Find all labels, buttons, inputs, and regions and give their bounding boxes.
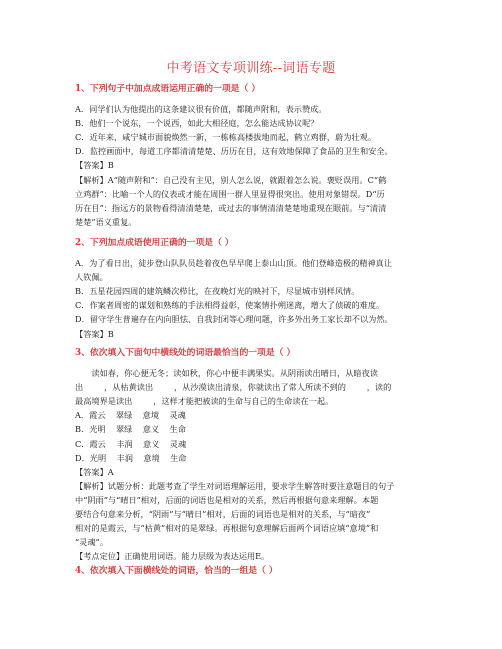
analysis-line: 立鸡群”：比喻一个人的仪表或才能在周围一群人里显得很突出。使用对象错误。D“历 (75, 188, 385, 199)
analysis-line: “灵魂”。 (75, 537, 108, 548)
question-heading: 1、下列句子中加点成语运用正确的一项是（ ） (75, 84, 261, 94)
question-1 (75, 82, 431, 229)
analysis-line: 历在目”：指远方的景物看得清清楚楚，或过去的事情清清楚楚地重现在眼前。与“清清 (75, 202, 387, 213)
passage-line: 最高境界是读出 ，这样才能把被读的生命与自己的生命读在一起。 (75, 396, 334, 407)
option-d: D．监控画面中，每道工序都清清楚楚、历历在目，这有效地保障了食品的卫生和安全。 (75, 146, 393, 157)
question-heading: 2、下列加点成语使用正确的一项是（ ） (75, 238, 234, 248)
option-a: A．同学们认为他提出的这条建议很有价值，都随声附和，表示赞成。 (75, 104, 327, 115)
option-c: C．霞云 丰润 意义 灵魂 (75, 438, 187, 449)
analysis-line: 要结合句意来分析，“阴雨”与“晴日”相对，后面的词语也是相对的关系，与“暗夜” (75, 509, 371, 520)
passage-line: 读如春，你心便无冬；读如秋，你心中便丰满果实。从阴雨读出晴日，从暗夜读 (91, 368, 378, 379)
option-c: C．作案者周密的谋划和熟练的手法相得益彰，使案情扑朔迷离，增大了侦破的难度。 (75, 300, 385, 311)
question-3 (75, 346, 431, 563)
option-c: C．近年来，咸宁城市面貌焕然一新，一栋栋高楼拔地而起，鹤立鸡群，蔚为壮观。 (75, 132, 377, 143)
analysis-line: 【解析】试题分析：此题考查了学生对词语理解运用，要求学生解答时要注意题目的句子 (75, 480, 395, 491)
passage-line: 出 ，从枯黄读出 ，从沙漠读出清泉，你就读出了常人所读不到的 ，读的 (75, 382, 392, 393)
option-a: A．为了看日出，徒步登山队队员趁着夜色早早爬上泰山山顶。他们登峰造极的精神真让 (75, 258, 393, 269)
analysis-line: 相对的是霞云，与“枯黄”相对的是翠绿。再根据句意理解后面两个词语应填“意境”和 (75, 523, 379, 534)
answer: 【答案】B (75, 160, 114, 171)
option-d: D．光明 丰润 意境 生命 (75, 452, 187, 463)
option-a: A．霞云 翠绿 意境 灵魂 (75, 410, 186, 421)
key-point: 【考点定位】正确使用词语。能力层级为表达运用E。 (75, 551, 270, 562)
answer: 【答案】B (75, 328, 114, 339)
question-heading: 3、依次填入下面句中横线处的词语最恰当的一项是（ ） (75, 348, 296, 358)
question-2 (75, 236, 431, 341)
option-b: B．他们一个说东，一个说西，如此大相径庭，怎么能达成协议呢？ (75, 118, 319, 129)
option-d: D．留守学生普遍存在内向胆怯、自我封闭等心理问题，许多外出务工家长却不以为然。 (75, 314, 393, 325)
option-b: B．光明 翠绿 意义 生命 (75, 424, 186, 435)
analysis-line: 楚楚”语义重复。 (75, 216, 137, 227)
analysis-line: 中“阴雨”与“晴日”相对，后面的词语也是相对的关系，然后再根据句意来理解。本题 (75, 494, 379, 505)
question-4 (75, 564, 431, 578)
option-a-continued: 人钦佩。 (75, 272, 108, 283)
option-b: B．五星花园四周的建筑鳞次栉比，在夜晚灯光的映衬下，尽显城市别样风情。 (75, 286, 360, 297)
document-title: 中考语文专项训练--词语专题 (166, 61, 336, 76)
answer: 【答案】A (75, 466, 114, 477)
question-heading: 4、依次填入下面横线处的词语，恰当的一组是（ ） (75, 566, 278, 576)
analysis-line: 【解析】A“随声附和”：自己没有主见，别人怎么说，就跟着怎么说。褒贬误用。C“鹤 (75, 174, 387, 185)
